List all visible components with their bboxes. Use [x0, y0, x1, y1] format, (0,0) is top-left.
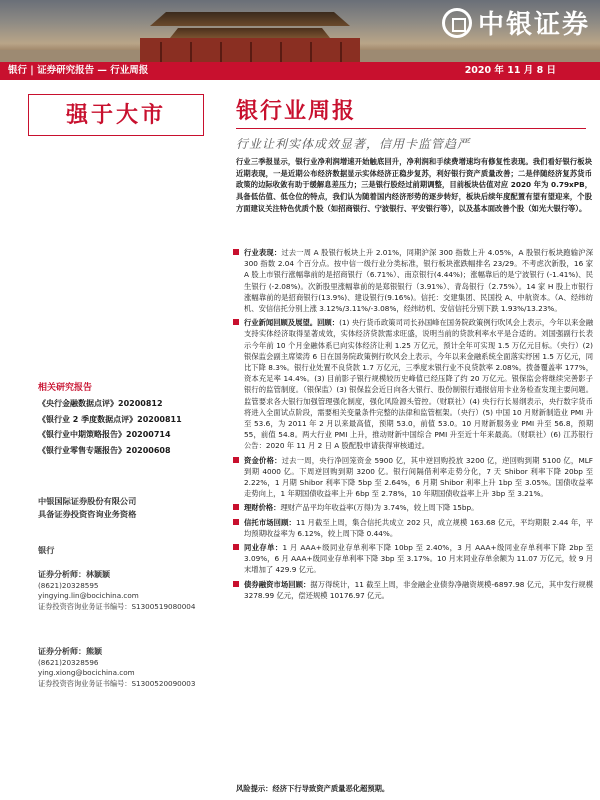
related-report-item[interactable]: 《央行金融数据点评》20200812	[38, 399, 163, 408]
analyst-card	[38, 570, 228, 612]
analyst-phone: (8621)20328595	[38, 580, 99, 590]
report-summary: 行业三季报显示，银行业净利润增速开始触底回升，净利润和手续费增速均有修复性表现。我们看好银行板块近期表现，一是近期公布经济数据显示实体经济正稳步复苏，利好银行资产质量改善；二是伴随经济复苏货币政策的边际收敛有助于缓解息差压力；三是银行股经过前期调整，目前板块估值对应 2020 年为 0.79xPB，具备低估值、低仓位的特点，我们认为随着国内经济形势的逐步转好，板块后续年度配置有望有望迎来，个股方面建议关注特色优质个股（如招商银行、宁波银行、平安银行等），以及基本面改善个股（如光大银行等）。	[236, 157, 592, 213]
section-lead: 行业新闻回顾及展望。回顾：	[244, 318, 340, 328]
report-category: 银行 | 证券研究报告 — 行业周报	[8, 65, 149, 76]
palace-roof	[150, 12, 350, 26]
sector-label: 银行	[38, 545, 55, 555]
report-subtitle: 行业让利实体成效显著，信用卡监管趋严	[236, 137, 471, 151]
section-lead: 资金价格：	[244, 455, 282, 465]
brand-name: 中银证券	[477, 10, 590, 40]
section-lead: 债券融资市场回顾：	[244, 579, 311, 589]
palace-wall	[140, 38, 360, 62]
bank-logo-icon	[442, 8, 472, 38]
bullet-icon	[233, 319, 239, 325]
section-text: 过去一周，央行净回笼资金 5900 亿，其中逆回购投放 3200 亿，逆回购到期 5100 亿，MLF 到期 4000 亿。下周逆回购到期 3200 亿。银行间隔借利率走势分化，7 天 Shibor 利率下降 20bp 至 2.22%，1 月期 Shibor 利率下降 5bp 至 2.64%，6 月期 Shibor 利率上升 1bp 至 3.05%。国债收益率走势向上，1 年期国债收益率上升 6bp 至 2.78%，10 年期国债收益率上升 3bp 至 3.21%。	[244, 455, 594, 499]
analyst-name: 证券分析师：熊颖	[38, 647, 102, 656]
section-text: 过去一周 A 股银行板块上升 2.01%，同期沪深 300 指数上升 4.05%，A 股银行板块跑输沪深 300 指数 2.04 个百分点。按中信一级行业分类标准，银行板块涨跌幅排名 23/29。不考虑次新股，16 家 A 股上市银行涨幅靠前的是招商银行（6.71%）、南京银行(4.44%)；涨幅靠后的是宁波银行 (-1.41%)、民生银行 (-2.08%)。次新股里涨幅靠前的是郑银银行（3.91%）、青岛银行（2.75%）。14 家 H 股上市银行涨幅靠前的是招商银行(13.9%)、建设银行(9.16%)。信托：交建集团、民国投 A、中航资本。（A、经纬纺机、安信信托分别上涨 3.12%/3.11%/-3.08%，经纬纺机、安信信托分别下跌 1.93%/13.23%。	[244, 248, 593, 314]
analyst-name: 证券分析师：林颖颖	[38, 570, 110, 579]
category-strip	[0, 62, 600, 80]
section-text: 1 月 AAA+级同业存单利率下降 10bp 至 2.40%，3 月 AAA+级同业存单利率下降 2bp 至 3.09%，6 月 AAA+级同业存单利率下降 3bp 至 3.17%。10 月末同业存单余额为 11.07 万亿元，较 9 月末增加了 429.9 亿元。	[244, 543, 593, 575]
section-text: 理财产品平均年收益率(万得)为 3.74%，较上周下降 15bp。	[280, 503, 479, 513]
section-item	[233, 542, 593, 576]
analyst-email[interactable]: ying.xiong@bocichina.com	[38, 668, 135, 678]
brand	[442, 4, 590, 41]
analyst-card	[38, 647, 228, 689]
related-report-item[interactable]: 《银行业零售专题报告》20200608	[38, 445, 171, 455]
section-lead: 信托市场回顾：	[244, 517, 296, 527]
rating-box: 强于大市	[28, 94, 204, 136]
section-item	[233, 317, 593, 451]
title-divider	[236, 128, 586, 129]
related-research-list	[38, 396, 228, 458]
section-item	[233, 247, 593, 314]
related-report-item[interactable]: 《银行业中期策略报告》20200714	[38, 430, 171, 439]
org-name: 中银国际证券股份有限公司	[38, 496, 137, 506]
bullet-icon	[233, 457, 239, 463]
section-text: 11 月截至上周，集合信托共成立 202 只，成立规模 163.68 亿元，平均期限 2.44 年，平均预期收益率为 6.12%，较上周下降 0.44%。	[244, 517, 594, 538]
org-qualification: 具备证券投资咨询业务资格	[38, 509, 137, 519]
section-item	[233, 579, 593, 601]
bullet-icon	[233, 519, 239, 525]
report-title: 银行业周报	[236, 98, 357, 124]
header-banner	[0, 0, 600, 62]
analyst-license: 证券投资咨询业务证书编号：S1300520090003	[38, 678, 196, 688]
section-list	[233, 247, 593, 604]
bullet-icon	[233, 504, 239, 510]
report-date: 2020 年 11 月 8 日	[464, 65, 556, 76]
organization-info	[38, 495, 136, 521]
bullet-icon	[233, 249, 239, 255]
section-item	[233, 502, 593, 513]
bullet-icon	[233, 544, 239, 550]
bullet-icon	[233, 581, 239, 587]
section-item	[233, 517, 593, 539]
section-lead: 同业存单：	[244, 543, 283, 553]
section-lead: 理财价格：	[244, 503, 281, 513]
related-research-title: 相关研究报告	[38, 383, 93, 393]
left-sidebar	[0, 80, 230, 800]
section-item	[233, 455, 593, 500]
section-text: 据万得统计，11 截至上周，非金融企业债券净融资规模-6897.98 亿元，其中发行规模 3278.99 亿元，偿还规模 10176.97 亿元。	[244, 579, 594, 600]
analyst-phone: (8621)20328596	[38, 657, 99, 667]
section-text: (1) 央行货币政策司司长孙国峰在国务院政策例行吹风会上表示，今年以来金融支持实体经济取得显著成效，实体经济贷款需求旺盛，说明当前的贷款利率水平是合适的。刘国强副行长表示今年前 10 个月金融体系已向实体经济让利 1.25 万亿元，预计全年可实现 1.5 万亿元目标。（央行）(2) 银保监会副主席梁涛 6 日在国务院政策例行吹风会上表示，今年以来金融系统全面落实纾困 1.5 万亿元，同比下降 8.3%。银行业处置不良贷款 1.7 万亿元，三季度末银行业不良贷款率 2.08%。拨备覆盖率 177%，资本充足率 14.4%。(3) 目前影子银行规模较历史峰值已经压降了约 20 万亿元。银保监会将继续完善影子银行的监管制度。（银保监）(3) 银保监会近日向各大银行、股份制银行通报信用卡业务检查发现主要问题。监管要求各大银行加强管理强化制度，强化风险源头管控。（财联社）(4) 央行行长易纲表示，央行数字货币将进入全面试点阶段，需要相关变量条件完整的法律和监管框架。（央行）(5) 中国 10 月财新制造业 PMI 升至 53.6，为 2011 年 2 月以来最高值，预期 53.0，前值 53.0。10 月财新服务业 PMI 升至 56.8，预期 55，前值 54.8。两大行业 PMI 上升，推动财新中国综合 PMI 升至近十年来最高。（财联社）(6) 江苏银行公告：2020 年 11 月 2 日 A 股配股申请获得审核通过。	[244, 318, 594, 451]
palace-roof-lower	[170, 28, 330, 38]
risk-warning: 风险提示：经济下行导致资产质量恶化超预期。	[236, 784, 390, 793]
analyst-license: 证券投资咨询业务证书编号：S1300519080004	[38, 601, 196, 611]
analyst-email[interactable]: yingying.lin@bocichina.com	[38, 591, 139, 601]
related-report-item[interactable]: 《银行业 2 季度数据点评》20200811	[38, 414, 182, 424]
section-lead: 行业表现：	[244, 248, 282, 257]
